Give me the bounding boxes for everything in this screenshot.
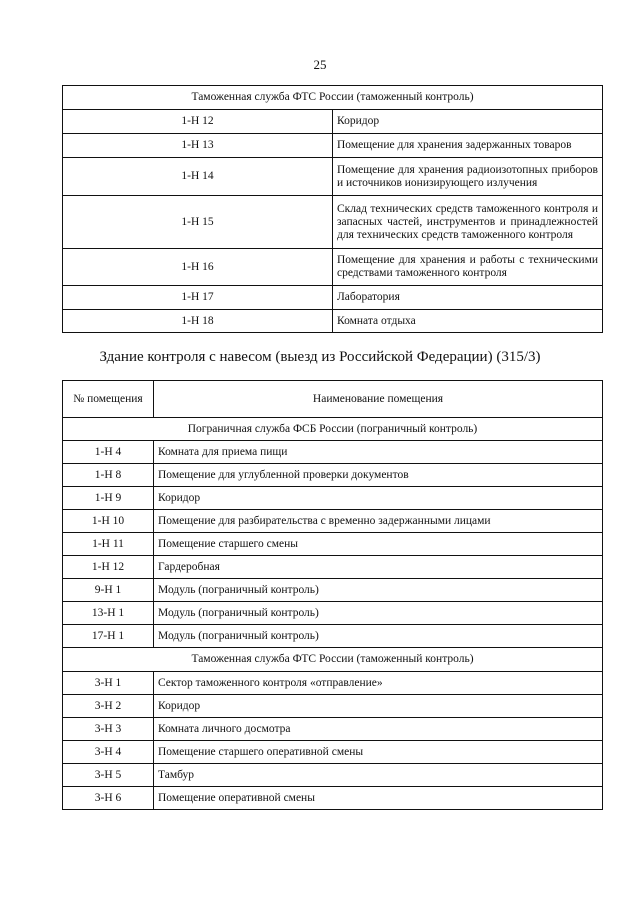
table-row <box>63 310 603 333</box>
room-name: Гардеробная <box>154 556 603 579</box>
column-header-room-number: № помещения <box>63 381 154 418</box>
room-number: 3-Н 5 <box>63 764 154 787</box>
column-header-room-name: Наименование помещения <box>154 381 603 418</box>
room-number: 1-Н 12 <box>63 110 333 134</box>
table-row <box>63 286 603 310</box>
table-row <box>63 787 603 810</box>
room-name: Лаборатория <box>333 286 603 310</box>
room-name: Модуль (пограничный контроль) <box>154 602 603 625</box>
table-row <box>63 718 603 741</box>
table-row <box>63 672 603 695</box>
table-row <box>63 158 603 196</box>
room-number: 1-Н 9 <box>63 487 154 510</box>
room-number: 1-Н 14 <box>63 158 333 196</box>
room-name: Модуль (пограничный контроль) <box>154 625 603 648</box>
room-number: 1-Н 11 <box>63 533 154 556</box>
table-row <box>63 110 603 134</box>
table-section-row <box>63 418 603 441</box>
room-number: 1-Н 18 <box>63 310 333 333</box>
table-row <box>63 625 603 648</box>
room-number: 3-Н 1 <box>63 672 154 695</box>
room-number: 9-Н 1 <box>63 579 154 602</box>
table-row <box>63 196 603 249</box>
table-row <box>63 441 603 464</box>
room-name: Помещение старшего оперативной смены <box>154 741 603 764</box>
table-row <box>63 556 603 579</box>
table-row <box>63 464 603 487</box>
rooms-table-customs <box>62 85 603 333</box>
section-title: Пограничная служба ФСБ России (пограничный контроль) <box>63 418 603 441</box>
room-name: Коридор <box>154 695 603 718</box>
room-number: 17-Н 1 <box>63 625 154 648</box>
section-title: Таможенная служба ФТС России (таможенный контроль) <box>63 86 603 110</box>
room-name: Комната личного досмотра <box>154 718 603 741</box>
page-number: 25 <box>313 57 327 72</box>
room-name: Помещение старшего смены <box>154 533 603 556</box>
room-name: Коридор <box>154 487 603 510</box>
room-number: 1-Н 10 <box>63 510 154 533</box>
room-number: 1-Н 12 <box>63 556 154 579</box>
room-name: Склад технических средств таможенного контроля и запасных частей, инструментов и принадлежностей для технических средств таможенного контроля <box>333 196 603 249</box>
room-number: 3-Н 2 <box>63 695 154 718</box>
table-row <box>63 487 603 510</box>
building-title: Здание контроля с навесом (выезд из Российской Федерации) (315/3) <box>99 349 541 365</box>
room-number: 1-Н 16 <box>63 249 333 286</box>
table-row <box>63 249 603 286</box>
room-name: Комната для приема пищи <box>154 441 603 464</box>
table-row <box>63 533 603 556</box>
table-row <box>63 602 603 625</box>
table-row <box>63 741 603 764</box>
table-row <box>63 579 603 602</box>
room-name: Модуль (пограничный контроль) <box>154 579 603 602</box>
room-name: Сектор таможенного контроля «отправление» <box>154 672 603 695</box>
room-number: 1-Н 17 <box>63 286 333 310</box>
room-name: Тамбур <box>154 764 603 787</box>
room-name: Помещение для хранения задержанных товаров <box>333 134 603 158</box>
table-section-row <box>63 86 603 110</box>
table-row <box>63 134 603 158</box>
room-number: 1-Н 13 <box>63 134 333 158</box>
room-number: 1-Н 8 <box>63 464 154 487</box>
room-number: 3-Н 3 <box>63 718 154 741</box>
room-name: Помещение для хранения радиоизотопных приборов и источников ионизирующего излучения <box>333 158 603 196</box>
room-name: Помещение для углубленной проверки документов <box>154 464 603 487</box>
room-number: 1-Н 4 <box>63 441 154 464</box>
room-number: 1-Н 15 <box>63 196 333 249</box>
room-name: Помещение оперативной смены <box>154 787 603 810</box>
table-row <box>63 510 603 533</box>
table-header-row <box>63 381 603 418</box>
rooms-table-departure-building <box>62 380 603 810</box>
table-row <box>63 764 603 787</box>
table-section-row <box>63 648 603 672</box>
room-name: Помещение для разбирательства с временно задержанными лицами <box>154 510 603 533</box>
room-name: Комната отдыха <box>333 310 603 333</box>
section-title: Таможенная служба ФТС России (таможенный контроль) <box>63 648 603 672</box>
table-row <box>63 695 603 718</box>
room-name: Коридор <box>333 110 603 134</box>
room-name: Помещение для хранения и работы с техническими средствами таможенного контроля <box>333 249 603 286</box>
room-number: 3-Н 6 <box>63 787 154 810</box>
room-number: 3-Н 4 <box>63 741 154 764</box>
room-number: 13-Н 1 <box>63 602 154 625</box>
